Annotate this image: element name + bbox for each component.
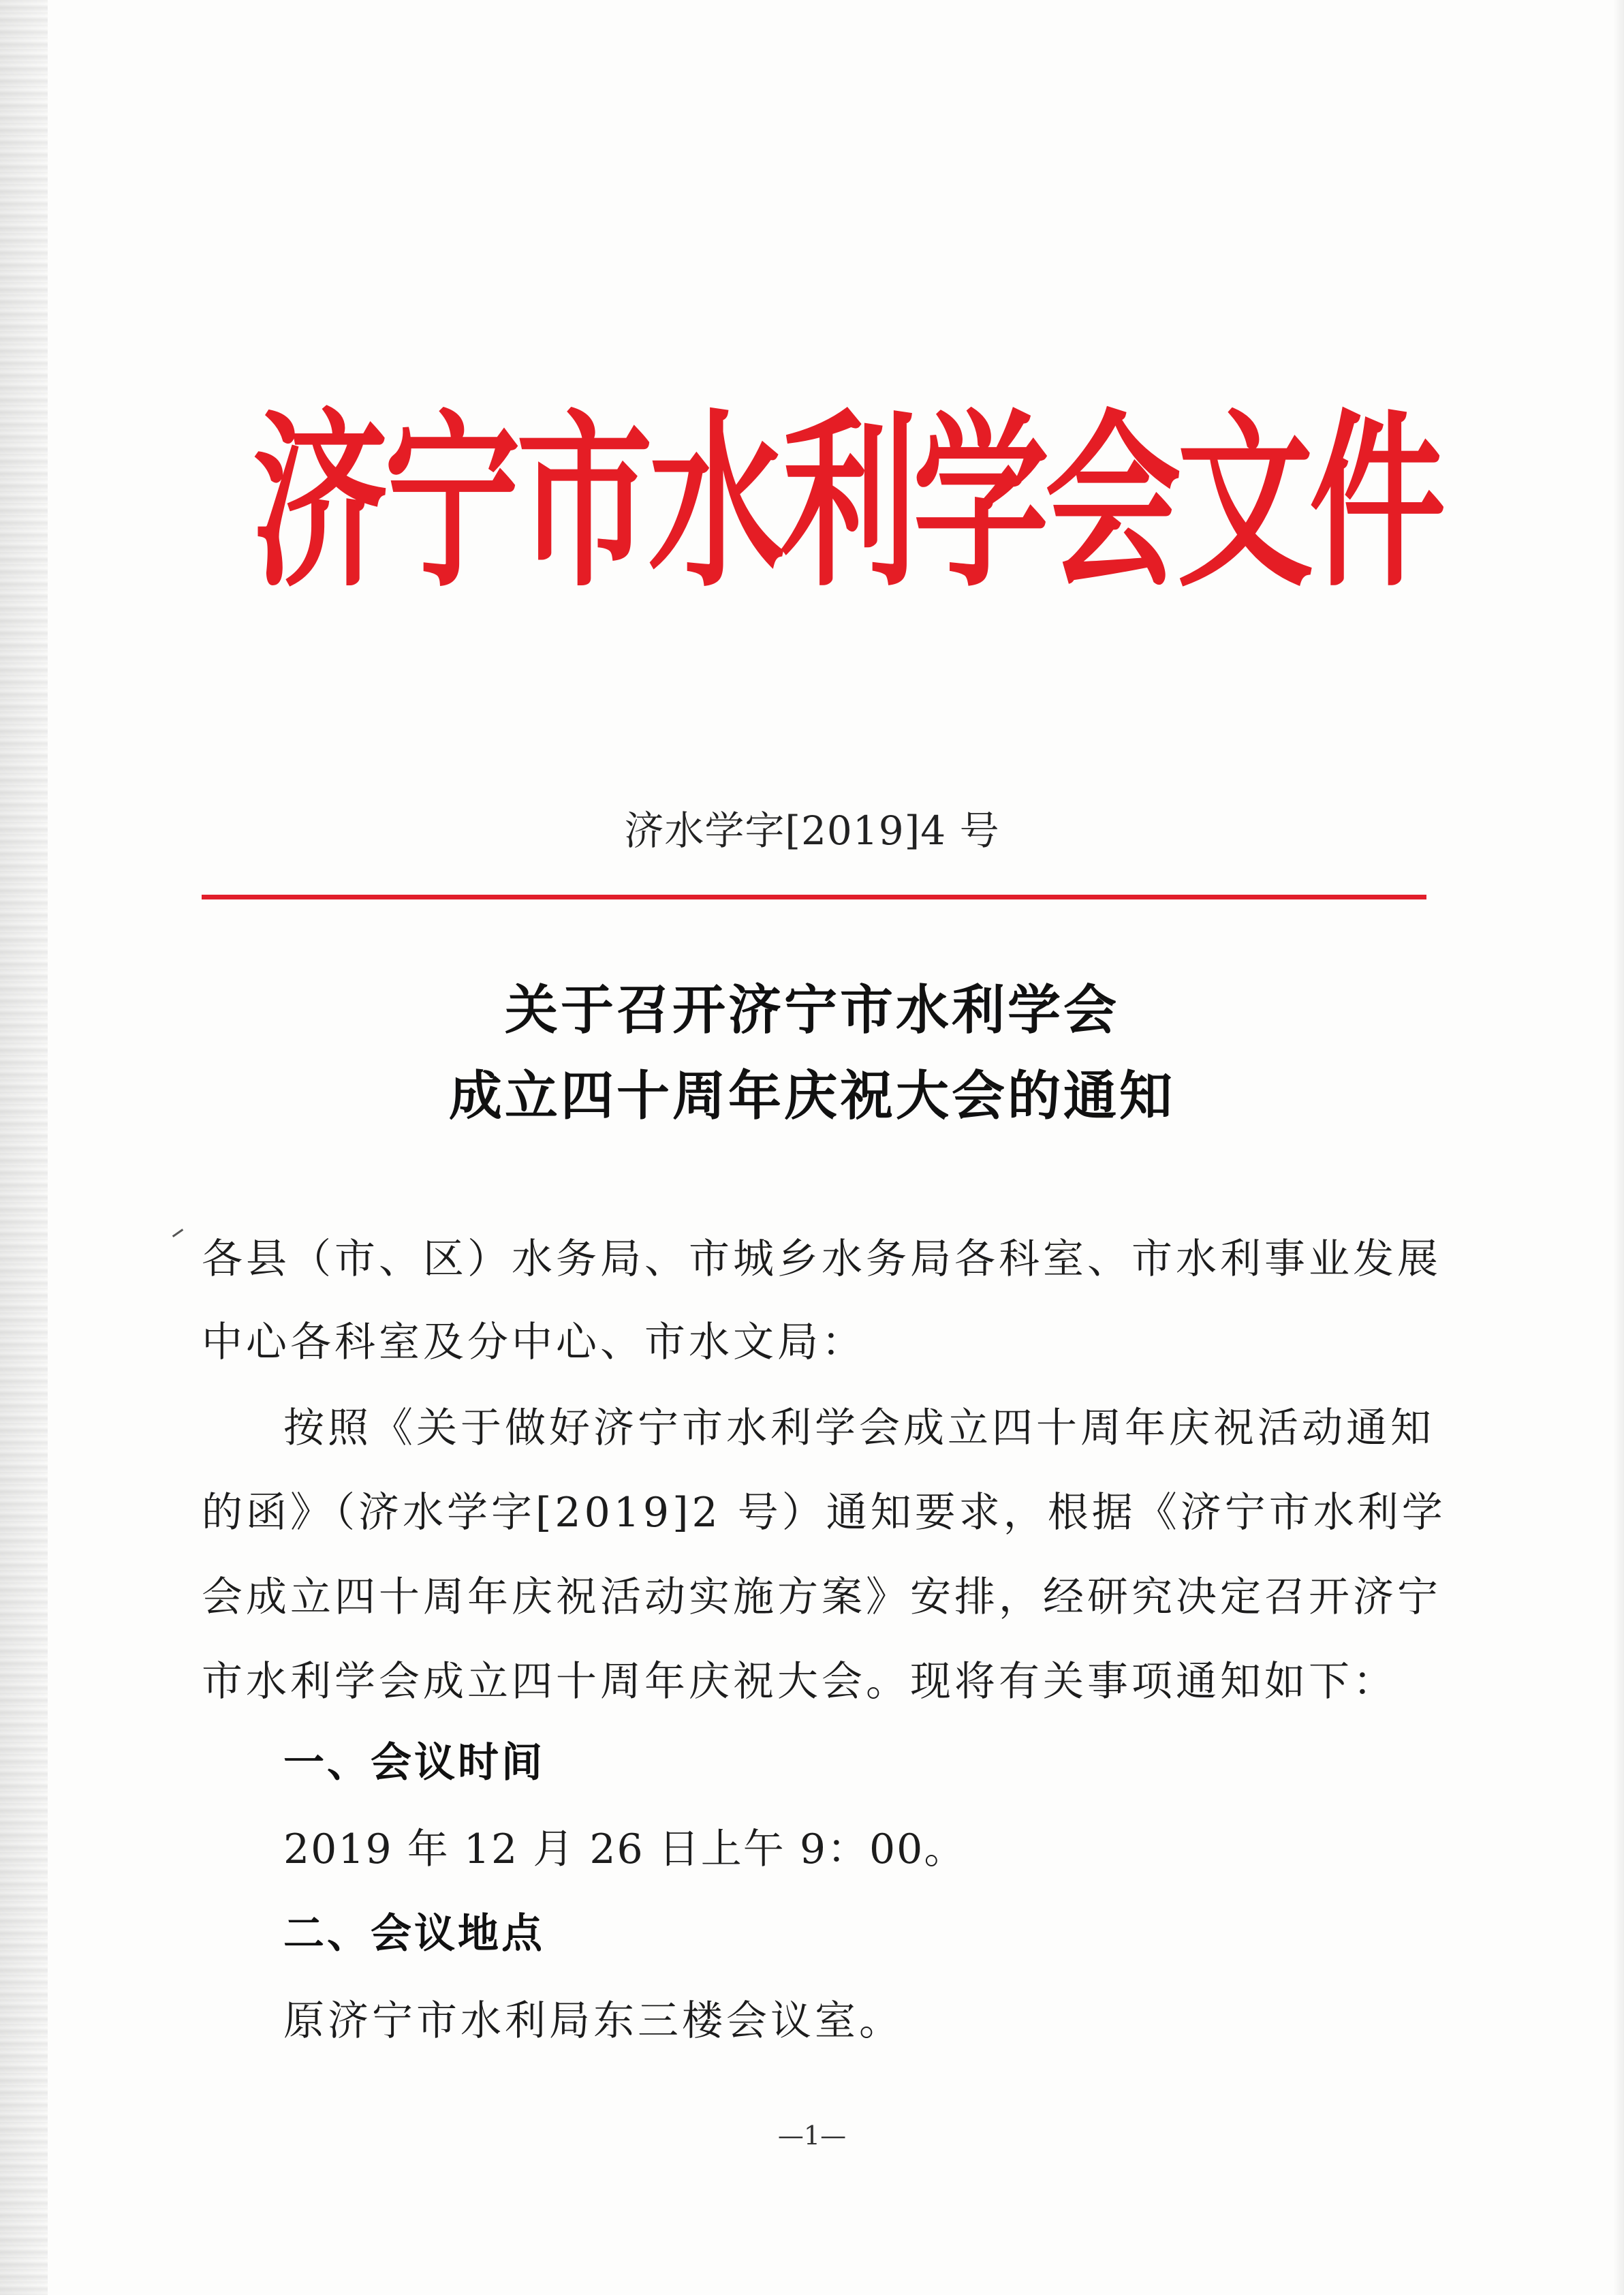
paragraph-line-3: 会成立四十周年庆祝活动实施方案》安排，经研究决定召开济宁	[202, 1573, 1441, 1621]
scan-shadow-left	[0, 0, 48, 2295]
paragraph-line-1: 按照《关于做好济宁市水利学会成立四十周年庆祝活动通知	[283, 1404, 1435, 1452]
addressee-line-2: 中心各科室及分中心、市水文局：	[202, 1319, 866, 1366]
red-divider-line	[202, 895, 1426, 899]
organization-header: 济宁市水利学会文件	[252, 392, 1442, 613]
scan-shadow-right	[1613, 0, 1624, 2295]
meeting-place-value: 原济宁市水利局东三楼会议室。	[283, 1997, 903, 2045]
notice-title-line-2: 成立四十周年庆祝大会的通知	[448, 1066, 1175, 1127]
section-heading-meeting-time: 一、会议时间	[283, 1739, 545, 1787]
page-number: —1—	[777, 2121, 847, 2151]
scan-artifact-mark	[172, 1229, 183, 1237]
notice-title-line-1: 关于召开济宁市水利学会	[504, 980, 1119, 1041]
section-heading-meeting-place: 二、会议地点	[283, 1910, 545, 1958]
document-number: 济水学字[2019]4 号	[624, 807, 1000, 854]
paragraph-line-2: 的函》（济水学字[2019]2 号）通知要求，根据《济宁市水利学	[202, 1489, 1446, 1537]
addressee-line-1: 各县（市、区）水务局、市城乡水务局各科室、市水利事业发展	[202, 1235, 1441, 1283]
meeting-time-value: 2019 年 12 月 26 日上午 9：00。	[283, 1826, 967, 1873]
paragraph-line-4: 市水利学会成立四十周年庆祝大会。现将有关事项通知如下：	[202, 1658, 1397, 1706]
